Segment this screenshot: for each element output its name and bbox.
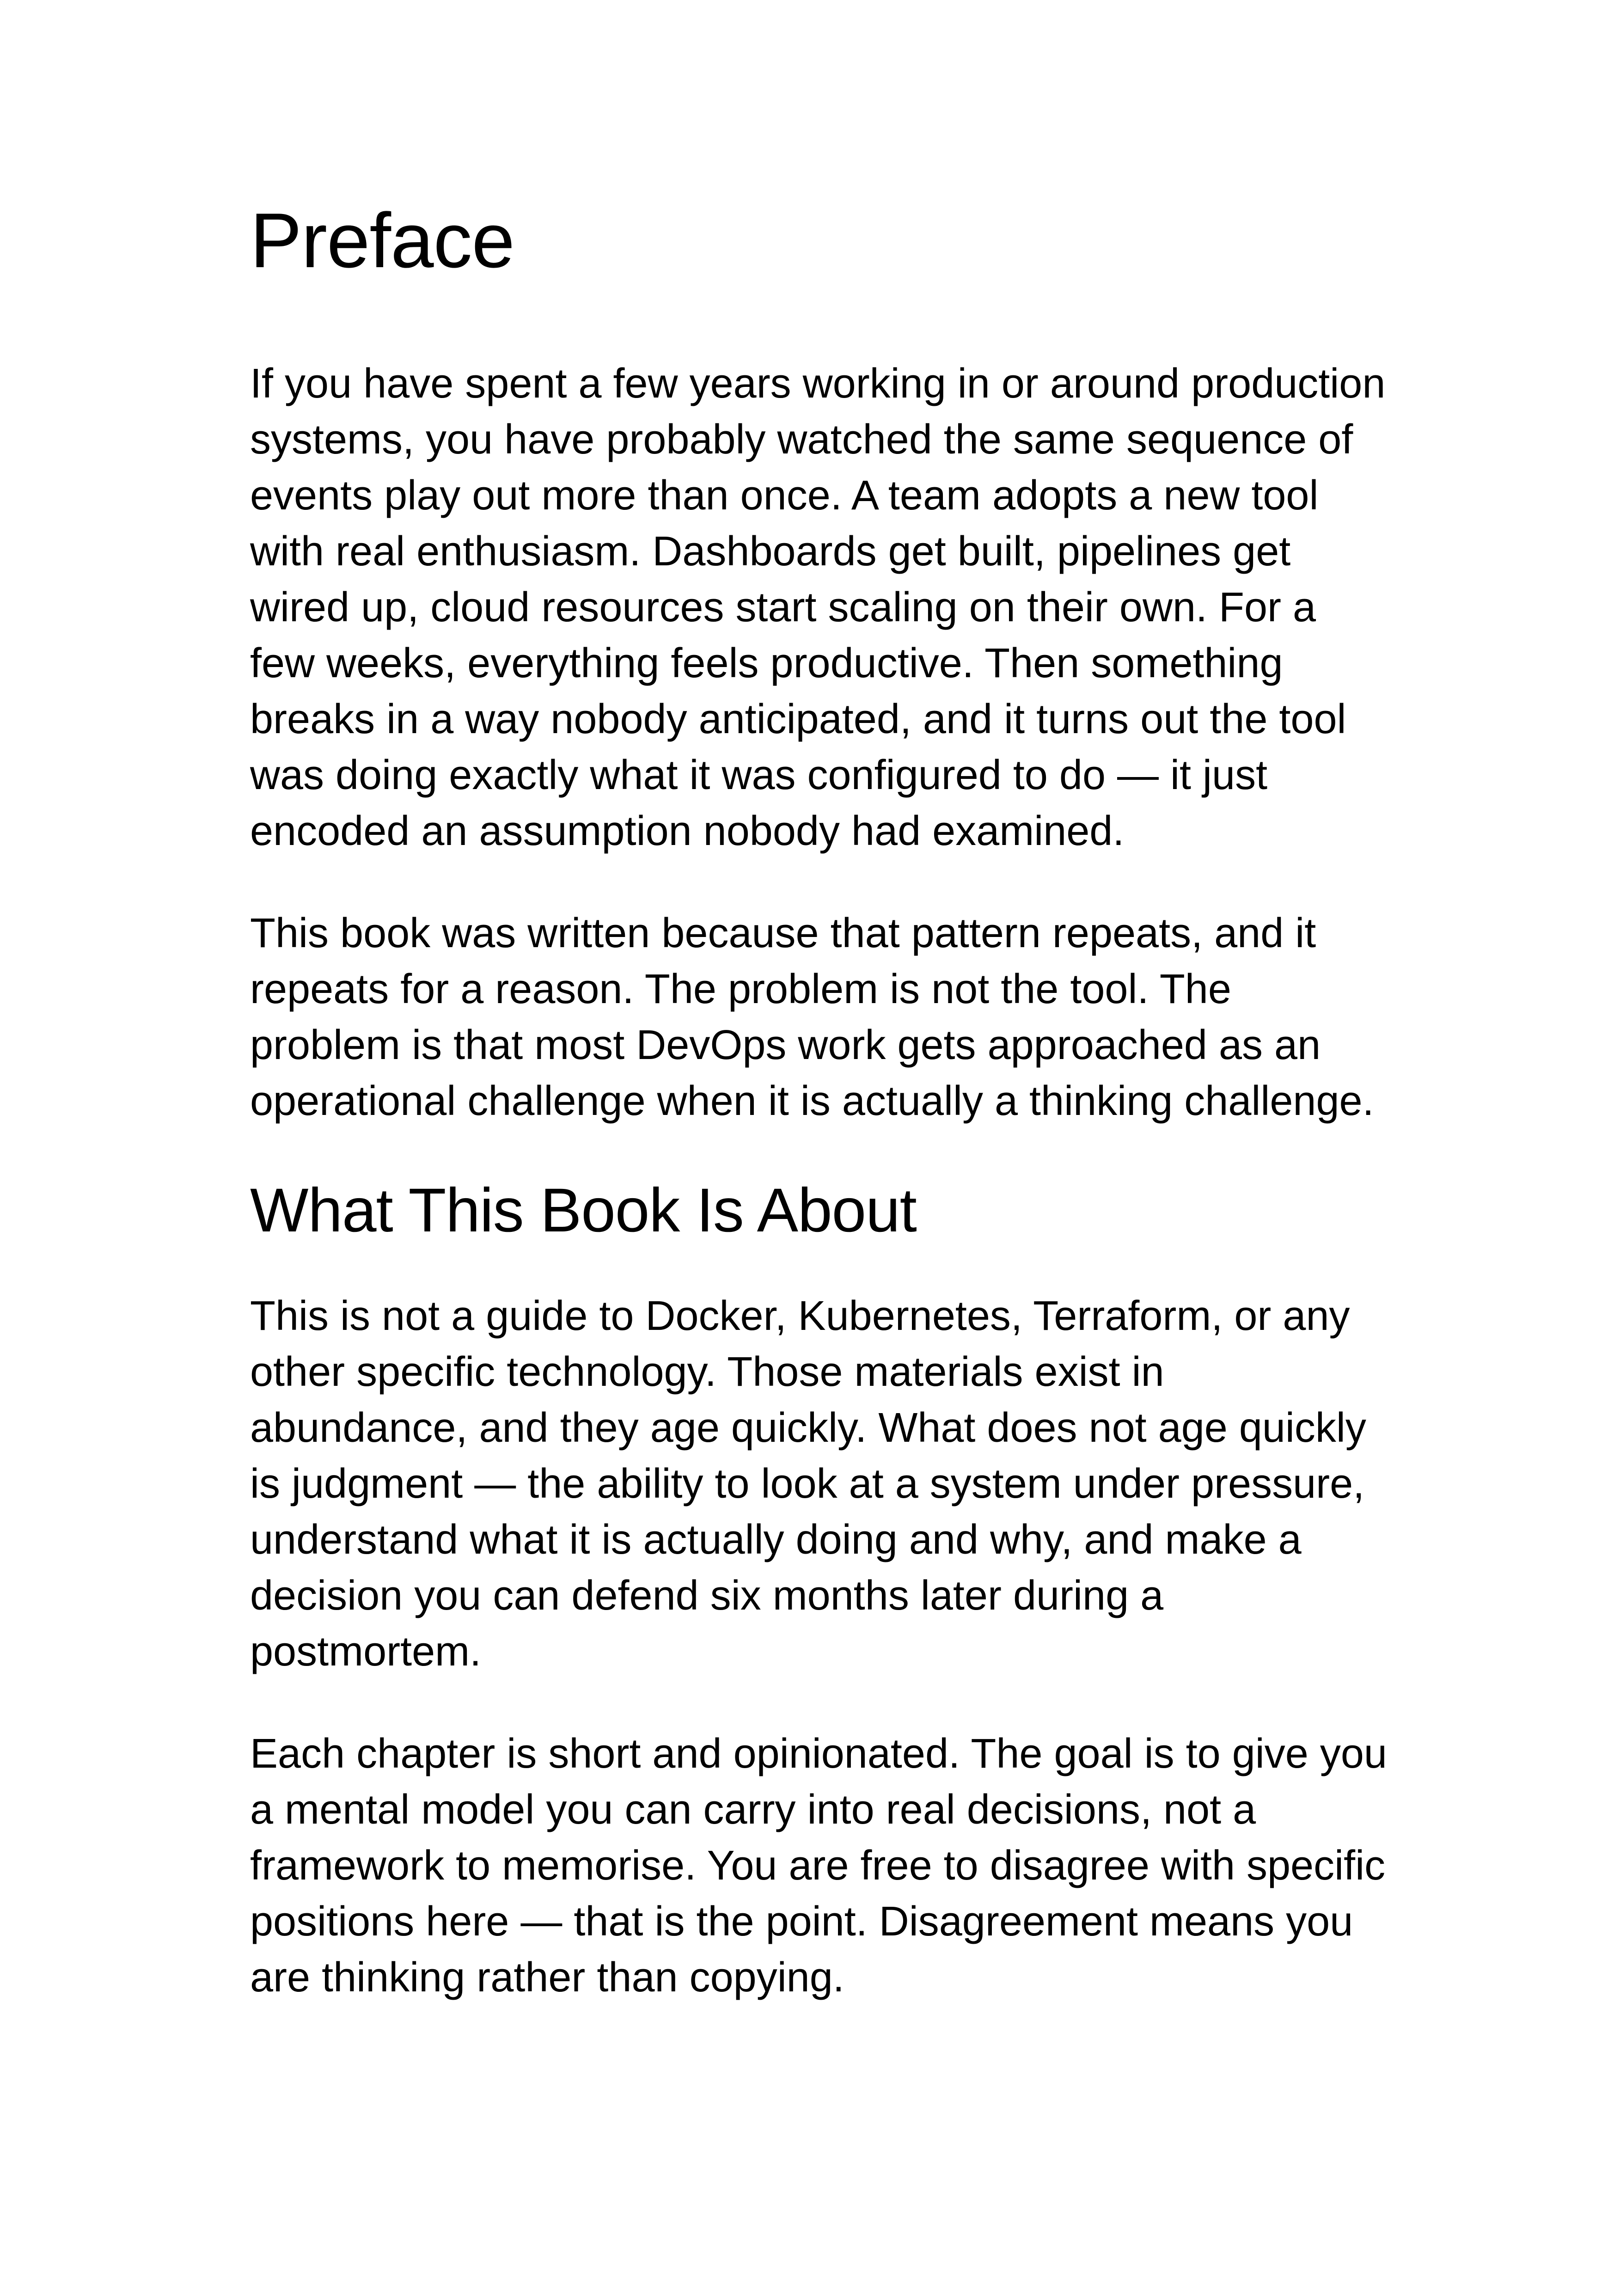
text-line: postmortem. [250,1629,482,1675]
text-line: was doing exactly what it was configured to do — it just [250,752,1268,798]
text-line: is judgment — the ability to look at a system under pressure, [250,1461,1365,1507]
page-content [250,194,1433,2006]
text-line: encoded an assumption nobody had examined. [250,808,1125,854]
text-line: This book was written because that pattern repeats, and it [250,910,1316,956]
preface-paragraph-2 [250,906,1433,1129]
text-line: systems, you have probably watched the same sequence of [250,416,1353,463]
about-paragraph-2 [250,1726,1433,2006]
text-line: problem is that most DevOps work gets approached as an [250,1022,1321,1068]
text-line: a mental model you can carry into real decisions, not a [250,1787,1256,1833]
text-line: wired up, cloud resources start scaling on their own. For a [250,584,1316,631]
page-title: Preface [250,197,514,284]
text-line: understand what it is actually doing and why, and make a [250,1517,1302,1563]
text-line: operational challenge when it is actually a thinking challenge. [250,1078,1374,1124]
text-line: decision you can defend six months later during a [250,1573,1164,1619]
text-line: If you have spent a few years working in or around production [250,360,1386,407]
text-line: with real enthusiasm. Dashboards get built, pipelines get [250,528,1291,575]
text-line: are thinking rather than copying. [250,1954,844,2001]
text-line: other specific technology. Those materials exist in [250,1349,1164,1396]
text-line: repeats for a reason. The problem is not the tool. The [250,966,1231,1012]
text-line: framework to memorise. You are free to disagree with specific [250,1843,1386,1889]
text-line: positions here — that is the point. Disagreement means you [250,1898,1353,1945]
text-line: few weeks, everything feels productive. Then something [250,640,1283,686]
preface-paragraph-1 [250,356,1433,859]
text-line: Each chapter is short and opinionated. The goal is to give you [250,1731,1387,1777]
text-line: This is not a guide to Docker, Kubernetes, Terraform, or any [250,1293,1350,1340]
text-line: breaks in a way nobody anticipated, and it turns out the tool [250,696,1346,742]
text-line: abundance, and they age quickly. What does not age quickly [250,1405,1366,1451]
text-line: events play out more than once. A team adopts a new tool [250,472,1319,519]
about-paragraph-1 [250,1288,1433,1680]
section-heading: What This Book Is About [250,1176,917,1245]
